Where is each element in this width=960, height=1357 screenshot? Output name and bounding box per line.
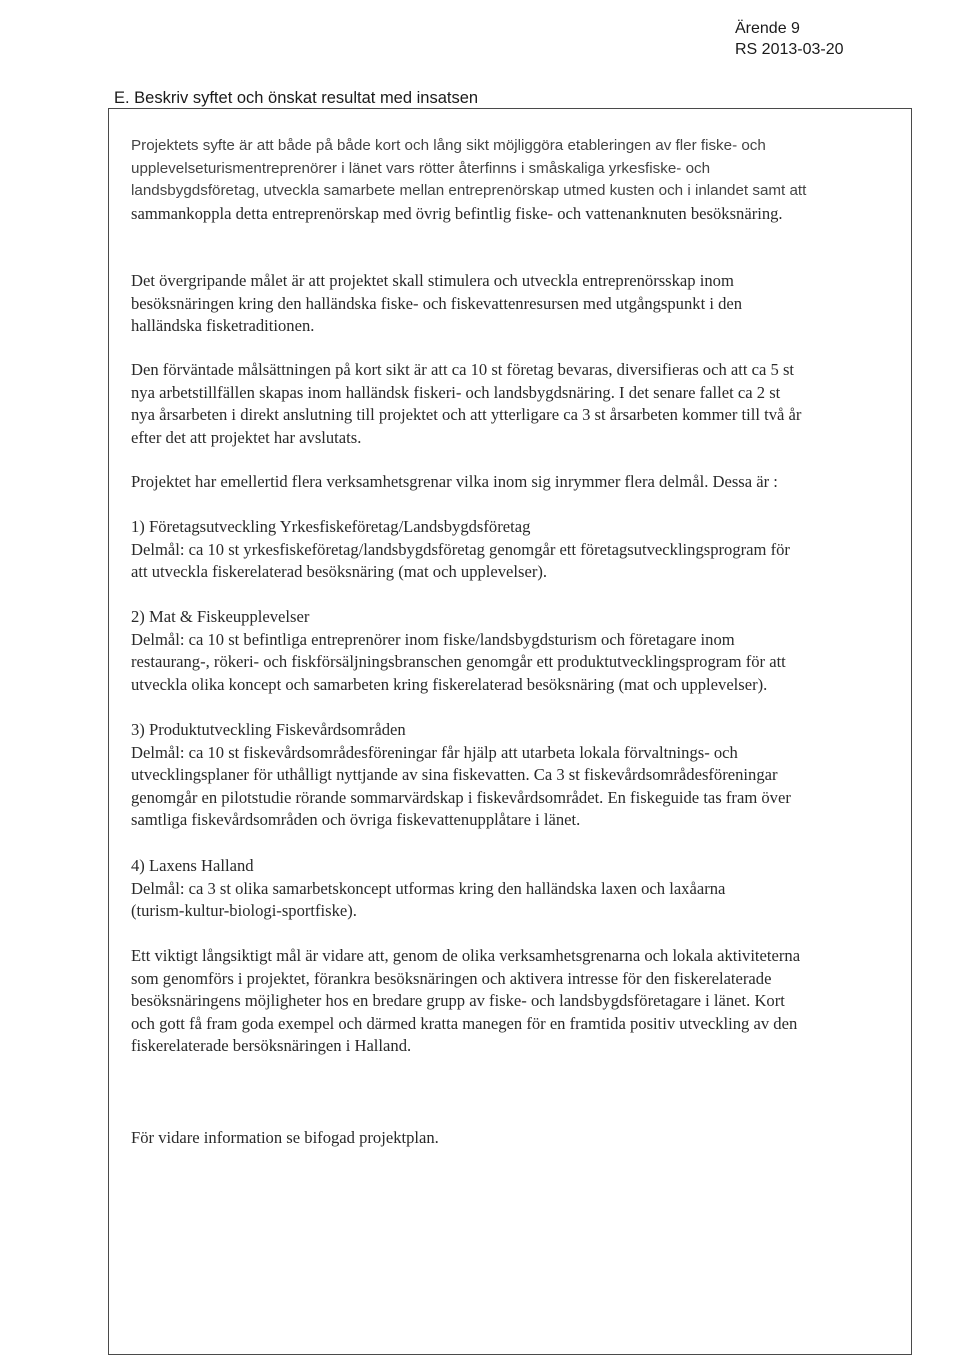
meeting-reference: RS 2013-03-20 (735, 41, 844, 58)
text-line: efter det att projektet har avslutats. (131, 427, 362, 447)
text-line: restaurang-, rökeri- och fiskförsäljningsbranschen genomgår ett produktutvecklingsprogram för att (131, 652, 786, 672)
case-number: Ärende 9 (735, 20, 800, 37)
text-line: Det övergripande målet är att projektet skall stimulera och utveckla entreprenörsskap inom (131, 271, 734, 290)
text-line: upplevelseturismentreprenörer i länet vars rötter återfinns i småskaliga yrkesfiske- och (131, 159, 711, 177)
text-line: Delmål: ca 10 st befintliga entreprenörer inom fiske/landsbygdsturism och företagare inom (131, 629, 735, 649)
text-line: besöksnäringen kring den halländska fiske- och fiskevattenresursen med utgångspunkt i den (131, 293, 743, 313)
text-line: För vidare information se bifogad projektplan. (131, 1128, 439, 1147)
text-line: 1) Företagsutveckling Yrkesfiskeföretag/Landsbygdsföretag (131, 517, 531, 536)
paragraph (131, 359, 891, 449)
text-line: Projektets syfte är att både på både kort och lång sikt möjliggöra etableringen av fler fiske- och (131, 137, 766, 154)
text-line: som genomförs i projektet, förankra besöksnäringen och aktivera intresse för den fiskerelaterade (131, 968, 772, 988)
paragraph (131, 1127, 891, 1150)
text-line: landsbygdsföretag, utveckla samarbete mellan entreprenörskap utmed kusten och i inlandet samt att (131, 182, 807, 200)
text-line: Ett viktigt långsiktigt mål är vidare att, genom de olika verksamhetsgrenarna och lokala aktiviteterna (131, 946, 801, 965)
paragraph (131, 471, 891, 494)
paragraph (131, 855, 891, 923)
text-line: utvecklingsplaner för uthålligt nyttjande av sina fiskevatten. Ca 3 st fiskevårdsområdesföreningar (131, 765, 778, 785)
section-heading: E. Beskriv syftet och önskat resultat med insatsen (114, 89, 479, 107)
text-line: genomgår en pilotstudie rörande sommarvärdskap i fiskevårdsområdet. En fiskeguide tas fram över (131, 787, 791, 807)
text-line: Den förväntade målsättningen på kort sikt är att ca 10 st företag bevaras, diversifieras och att ca 5 st (131, 360, 795, 379)
paragraph (131, 270, 891, 338)
text-line: sammankoppla detta entreprenörskap med övrig befintlig fiske- och vattenanknuten besöksnäring. (131, 203, 783, 223)
paragraph (131, 945, 891, 1058)
text-line: (turism-kultur-biologi-sportfiske). (131, 901, 357, 921)
text-line: fiskerelaterade bersöksnäringen i Halland. (131, 1036, 412, 1056)
text-line: halländska fisketraditionen. (131, 316, 315, 336)
text-line: Delmål: ca 10 st fiskevårdsområdesföreningar får hjälp att utarbeta lokala förvaltnings- och (131, 742, 738, 762)
text-line: Delmål: ca 10 st yrkesfiskeföretag/landsbygdsföretag genomgår ett företagsutvecklingsprogram för (131, 539, 790, 559)
text-line: 2) Mat & Fiskeupplevelser (131, 607, 310, 626)
document-reference (735, 18, 844, 60)
text-line: samtliga fiskevårdsområden och övriga fiskevattenupplåtare i länet. (131, 810, 581, 830)
text-line: att utveckla fiskerelaterad besöksnäring (mat och upplevelser). (131, 562, 548, 582)
paragraph (131, 606, 891, 696)
text-line: nya årsarbeten i direkt anslutning till projektet och att ytterligare ca 3 st årsarbeten kommer till två år (131, 405, 802, 425)
text-line: nya arbetstillfällen skapas inom halländsk fiskeri- och landsbygdsnäring. I det senare fallet ca 2 st (131, 382, 781, 402)
text-line: utveckla olika koncept och samarbeten kring fiskerelaterad besöksnäring (mat och upplevelser). (131, 674, 768, 694)
text-line: Delmål: ca 3 st olika samarbetskoncept utformas kring den halländska laxen och laxåarna (131, 878, 726, 898)
text-line: och gott få fram goda exempel och därmed kratta manegen för en framtida positiv utveckling av den (131, 1013, 798, 1033)
text-line: 4) Laxens Halland (131, 856, 254, 875)
paragraph (131, 516, 891, 584)
text-line: besöksnäringens möjligheter hos en bredare grupp av fiske- och landsbygdsföretagare i länet. Kort (131, 991, 785, 1011)
text-line: Projektet har emellertid flera verksamhetsgrenar vilka inom sig inrymmer flera delmål. Dessa är : (131, 472, 778, 491)
text-line: 3) Produktutveckling Fiskevårdsområden (131, 720, 406, 739)
paragraph (131, 719, 891, 832)
paragraph (131, 135, 891, 225)
